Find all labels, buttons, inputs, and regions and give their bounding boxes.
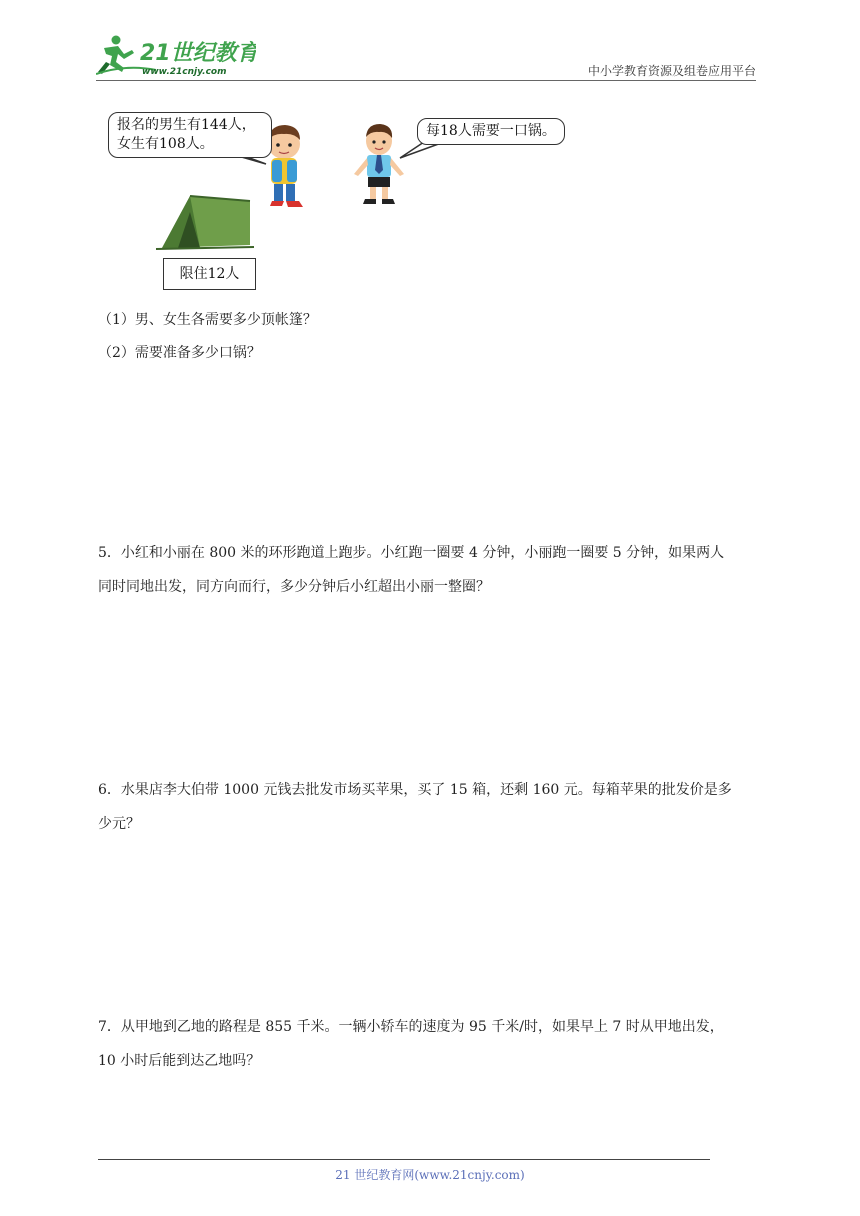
site-logo: [96, 34, 256, 78]
bubble-pot-text: 每18人需要一口锅。: [426, 123, 556, 139]
tent-capacity-label: [163, 258, 256, 290]
question7-line1: 7．从甲地到乙地的路程是 855 千米。一辆小轿车的速度为 95 千米/时，如果早上 7 时从甲地出发，: [98, 1019, 724, 1035]
speech-bubble-enrollment: [108, 112, 272, 158]
tent-capacity-text: 限住12人: [179, 266, 240, 282]
question5-line2: 同时同地出发，同方向而行，多少分钟后小红超出小丽一整圈？: [98, 579, 490, 595]
boy-in-tie-icon: [354, 124, 404, 204]
header-tagline: 中小学教育资源及组卷应用平台: [587, 64, 756, 78]
boy-with-backpack-icon: [268, 125, 303, 207]
footer-divider: [98, 1159, 710, 1160]
question4-sub2: （2）需要准备多少口锅？: [98, 345, 261, 361]
runner-logo-icon: [96, 34, 256, 78]
logo-wordmark: 21世纪教育: [140, 41, 256, 66]
question4-sub1: （1）男、女生各需要多少顶帐篷？: [98, 312, 317, 328]
question4-illustration: [104, 108, 574, 293]
bubble-line-girls: 女生有108人。: [117, 136, 214, 152]
speech-bubble-pot: [417, 118, 565, 145]
question5: [98, 536, 768, 604]
tent-icon: [156, 196, 254, 249]
question5-line1: 5．小红和小丽在 800 米的环形跑道上跑步。小红跑一圈要 4 分钟，小丽跑一圈要 5 分钟，如果两人: [98, 545, 725, 561]
question6-line1: 6．水果店李大伯带 1000 元钱去批发市场买苹果，买了 15 箱，还剩 160 元。每箱苹果的批发价是多: [98, 782, 732, 798]
header-divider: [96, 80, 756, 81]
logo-url: www.21cnjy.com: [142, 67, 227, 77]
question6-line2: 少元？: [98, 816, 140, 832]
question7: [98, 1010, 768, 1078]
bubble-line-boys: 报名的男生有144人，: [117, 117, 256, 133]
question7-line2: 10 小时后能到达乙地吗？: [98, 1053, 261, 1069]
footer-link[interactable]: 21 世纪教育网(www.21cnjy.com): [335, 1168, 525, 1182]
question6: [98, 773, 768, 841]
